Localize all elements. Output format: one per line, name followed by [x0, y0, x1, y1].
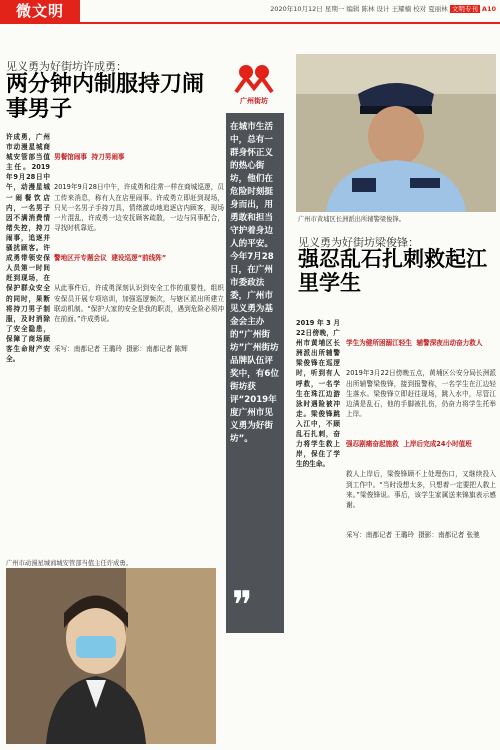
editor-quote-text: 在城市生活中，总有一群身怀正义的热心街坊，他们在危险时刻挺身而出，用勇敢和担当守护着身边人的平安。今年7月28日，在广州市委政法委，广州市见义勇为基金会主办的“广州街坊”广州街坊品牌队伍评奖中，有6位街坊获评“2019年度广州市见义勇为好街坊”。 — [230, 122, 279, 444]
right-subhead-2: 强忍剧痛奋起施救 上岸后完成24小时值班 — [346, 440, 472, 449]
photo-xu-chengyong — [6, 568, 216, 744]
left-subhead-1: 男餐馆闹事 持刀男闹事 — [54, 153, 125, 162]
left-story-kicker: 见义勇为好街坊许成勇： — [6, 60, 127, 73]
left-story-lede: 许成勇，广州市动漫星城商城安管部当值主任。2019年9月28日中午，动漫星城一闹餐饮店内，一名男子因不满消费情绪失控，持刀闹事，追逐并骚扰顾客。许成勇带领安保人员第一时间赶到现场，在保护群众安全的同时，果断将持刀男子制服，及时消除了安全隐患，保障了商场顾客生命财产安全。 — [6, 133, 50, 364]
right-paragraph-1: 2019年3月22日傍晚五点，黄埔区公安分局长洲派出所辅警梁俊锋，接到报警称，一名学生在江边轻生落水。梁俊锋立即赶往现场，跳入水中，尽管江边满是乱石，他的手脚被扎伤，仍奋力将学生托举上岸。 — [346, 369, 496, 418]
left-story-headline: 两分钟内制服持刀闹事男子 — [6, 72, 205, 122]
page-number: A10 — [481, 5, 496, 13]
right-story-body — [346, 318, 496, 738]
masthead — [0, 0, 500, 20]
logo-icon — [228, 58, 280, 98]
left-source: 采写：南都记者 王璐玲 摄影：南都记者 陈辉 — [54, 344, 188, 353]
left-photo-caption: 广州市动漫星城商城安管部当值主任许成勇。 — [6, 560, 132, 567]
logo-text: 广州街坊 — [240, 97, 268, 105]
left-subhead-2: 警地区开专题会议 建设巡逻“前线阵” — [54, 254, 167, 263]
right-paragraph-2: 救人上岸后，梁俊锋顾不上处理伤口，又继续投入到工作中。“当时没想太多，只想着一定要把人救上来。”梁俊锋说。事后，该学生家属送来锦旗表示感谢。 — [346, 470, 496, 509]
left-story-body — [54, 132, 224, 552]
right-source: 采写：南都记者 王璐玲 摄影：南都记者 张驰 — [346, 530, 480, 539]
photo-liang-junfeng — [296, 54, 496, 212]
section-title: 微文明 — [0, 0, 80, 22]
right-photo-caption: 广州市黄埔区长洲派出所辅警梁俊锋。 — [298, 216, 406, 223]
quote-mark-icon: ❞ — [232, 583, 253, 627]
right-story-lede: 2019年3月22日傍晚，广州市黄埔区长洲派出所辅警梁俊锋在巡逻时，听到有人呼救，一名学生在珠江边游泳时遇险被冲走。梁俊锋跳入江中，不顾乱石扎刺，奋力将学生救上岸，保住了学生的生命。 — [296, 319, 340, 469]
officer-illustration — [296, 54, 496, 212]
portrait-illustration — [6, 568, 216, 744]
right-story-headline: 强忍乱石扎刺救起江里学生 — [298, 247, 487, 295]
right-subhead-1: 学生为健所困溺江轻生 辅警深夜出动奋力救人 — [346, 339, 483, 348]
left-paragraph-2: 从此事件后，许成勇深刻认识到安全工作的重要性，组织安保员开展专项培训，加强巡逻频次，与辖区派出所建立联动机制。“保护大家的安全是我的职责，遇到危险必须冲在前面。”许成勇说。 — [54, 284, 224, 323]
header-rule — [0, 22, 500, 24]
issue-line — [270, 4, 496, 13]
issue-info: 2020年10月12日 星期一 编辑 陈林 设计 王耀楠 校对 夏丽林 — [270, 5, 448, 13]
right-story-kicker: 见义勇为好街坊梁俊锋： — [298, 236, 419, 249]
editor-quote-column — [226, 113, 284, 633]
section-badge: 文明专刊 — [451, 5, 478, 13]
left-paragraph-1: 2019年9月28日中午，许成勇和往常一样在商城巡逻，员工传来消息，称有人在店里闹事。许成勇立即赶到现场，只见一名男子手持刀具，情绪激动地追逐店内顾客，现场一片混乱，许成勇一边安抚顾客疏散，一边与同事配合，寻找时机靠近。 — [54, 183, 224, 232]
